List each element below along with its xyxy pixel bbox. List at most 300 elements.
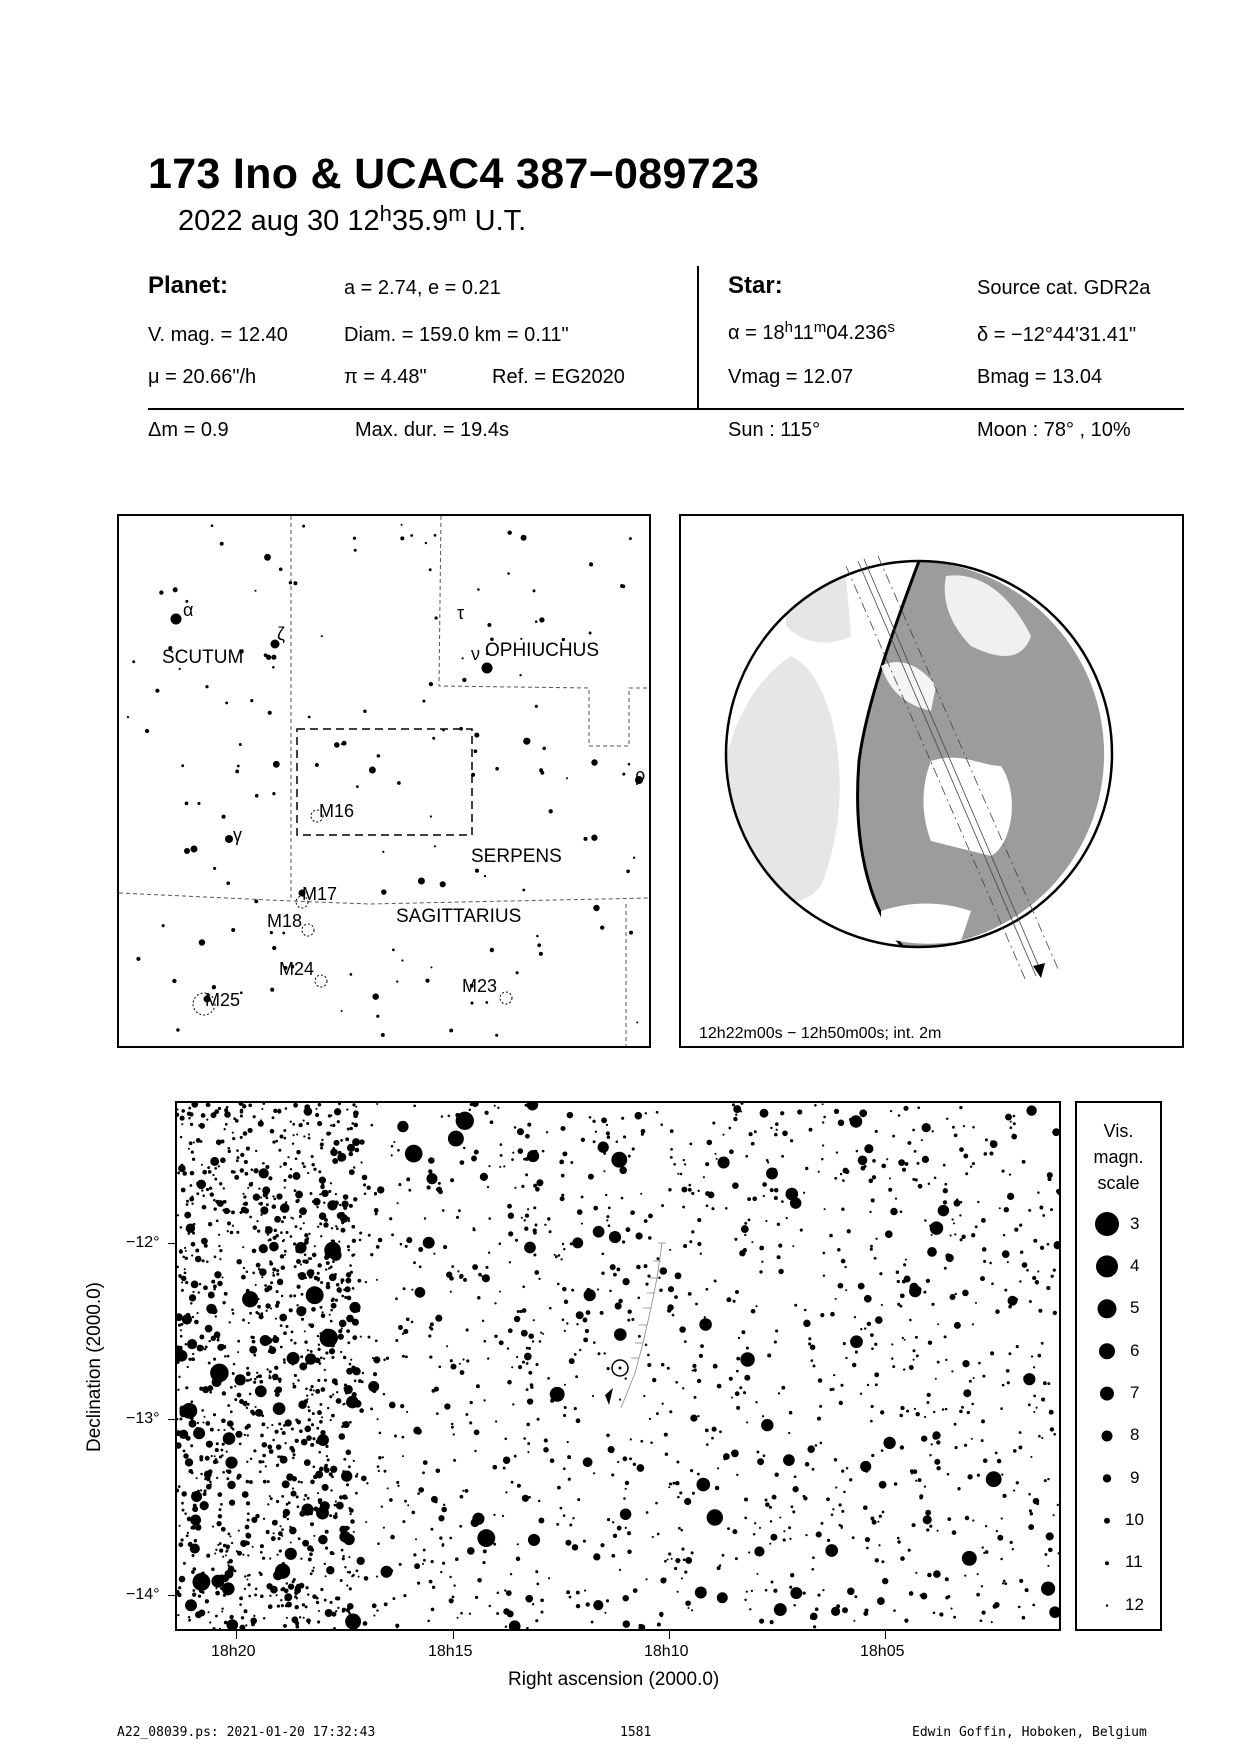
field-star <box>283 1361 286 1364</box>
field-star <box>449 1598 454 1603</box>
field-star <box>918 1184 923 1189</box>
field-star <box>725 1207 728 1210</box>
field-star <box>636 1265 641 1270</box>
field-star <box>216 1477 218 1479</box>
field-star <box>500 1143 503 1146</box>
field-star <box>319 1193 321 1195</box>
field-star <box>331 1612 336 1617</box>
field-star <box>218 1245 220 1247</box>
field-star <box>808 1342 811 1345</box>
field-star <box>187 1339 197 1349</box>
field-star <box>254 1354 256 1356</box>
field-star <box>307 1349 309 1351</box>
field-star <box>252 1249 257 1254</box>
field-star <box>268 1176 272 1180</box>
field-star <box>629 1457 632 1460</box>
field-star <box>290 1353 294 1357</box>
legend-magnitude-dot <box>1105 1561 1109 1565</box>
field-star <box>1046 1532 1054 1540</box>
field-star <box>411 1511 415 1515</box>
field-star <box>869 1179 874 1184</box>
field-star <box>683 1159 685 1161</box>
field-star <box>354 1379 357 1382</box>
finder-star <box>425 979 429 983</box>
field-star <box>202 1205 207 1210</box>
field-star <box>458 1209 461 1212</box>
field-star <box>367 1186 371 1190</box>
field-star <box>187 1366 189 1368</box>
field-star <box>622 1595 628 1601</box>
field-star <box>257 1305 261 1309</box>
field-star <box>352 1239 356 1243</box>
field-star <box>535 1224 538 1227</box>
field-star <box>280 1324 283 1327</box>
field-star <box>258 1188 260 1190</box>
field-star <box>671 1558 673 1560</box>
field-star <box>909 1285 921 1297</box>
field-star <box>290 1235 293 1238</box>
field-star <box>755 1401 757 1403</box>
field-star <box>365 1521 367 1523</box>
field-star <box>484 1111 488 1115</box>
field-star <box>475 1596 478 1599</box>
field-star <box>565 1540 571 1546</box>
field-star <box>794 1304 797 1307</box>
planet-heading: Planet: <box>148 272 229 299</box>
field-star <box>477 1529 495 1547</box>
field-star <box>220 1503 223 1506</box>
field-star <box>442 1543 445 1546</box>
field-star <box>266 1530 270 1534</box>
field-star <box>870 1245 873 1248</box>
field-star <box>705 1162 709 1166</box>
field-star <box>439 1536 442 1539</box>
field-star <box>609 1290 612 1293</box>
field-star <box>1038 1309 1042 1313</box>
field-star <box>206 1188 209 1191</box>
field-star <box>744 1599 746 1601</box>
field-star <box>220 1139 224 1143</box>
field-star <box>770 1534 777 1541</box>
field-star <box>239 1443 242 1446</box>
field-star <box>274 1216 281 1223</box>
field-star <box>690 1414 697 1421</box>
field-star <box>302 1307 307 1312</box>
field-star <box>296 1584 301 1589</box>
field-star <box>246 1424 251 1429</box>
field-star <box>781 1386 785 1390</box>
field-star <box>181 1109 185 1113</box>
finder-star <box>430 815 432 817</box>
field-star <box>680 1173 683 1176</box>
field-star <box>247 1554 249 1556</box>
field-star <box>867 1322 871 1326</box>
field-star <box>982 1375 985 1378</box>
field-star <box>505 1491 507 1493</box>
field-star <box>875 1383 878 1386</box>
field-star <box>648 1213 653 1218</box>
field-star <box>606 1433 610 1437</box>
finder-star <box>432 737 435 740</box>
field-star <box>352 1319 359 1326</box>
field-star <box>199 1335 204 1340</box>
field-star <box>692 1370 694 1372</box>
field-star <box>389 1498 393 1502</box>
field-star <box>317 1277 320 1280</box>
field-star <box>952 1126 955 1129</box>
field-star <box>562 1287 567 1292</box>
field-star <box>360 1336 362 1338</box>
field-star <box>179 1409 183 1413</box>
field-star <box>1048 1548 1053 1553</box>
field-star <box>912 1349 915 1352</box>
field-star <box>254 1378 256 1380</box>
field-star <box>331 1414 335 1418</box>
field-star <box>695 1303 698 1306</box>
field-star <box>967 1411 970 1414</box>
field-star <box>265 1465 267 1467</box>
finder-star <box>308 716 311 719</box>
finder-star <box>159 590 163 594</box>
field-star <box>242 1193 244 1195</box>
field-star <box>234 1385 236 1387</box>
field-star <box>347 1127 350 1130</box>
field-star <box>246 1371 251 1376</box>
finder-star <box>264 653 268 657</box>
finder-star <box>239 743 242 746</box>
field-star <box>527 1103 539 1110</box>
field-star <box>1036 1407 1038 1409</box>
field-star <box>890 1110 892 1112</box>
field-star <box>380 1566 392 1578</box>
field-star <box>537 1418 540 1421</box>
finder-star <box>293 581 297 585</box>
field-star <box>889 1177 891 1179</box>
field-star <box>619 1167 627 1175</box>
legend-mag-11: 11 <box>1125 1552 1143 1571</box>
x-tick-18h05: 18h05 <box>860 1643 905 1660</box>
field-star <box>747 1197 751 1201</box>
field-star <box>304 1459 311 1466</box>
field-star <box>248 1322 250 1324</box>
field-star <box>985 1138 988 1141</box>
finder-star <box>442 729 445 732</box>
field-star <box>903 1263 906 1266</box>
field-star <box>800 1229 803 1232</box>
field-star <box>777 1223 780 1226</box>
field-star <box>282 1480 290 1488</box>
field-star <box>1049 1606 1059 1618</box>
field-star <box>563 1248 566 1251</box>
field-star <box>205 1456 210 1461</box>
field-star <box>330 1419 332 1421</box>
field-star <box>253 1449 256 1452</box>
field-star <box>319 1332 322 1335</box>
field-star <box>983 1260 986 1263</box>
field-star <box>216 1521 221 1526</box>
field-star <box>381 1190 383 1192</box>
field-star <box>283 1216 286 1219</box>
field-star <box>185 1458 193 1466</box>
field-star <box>333 1627 336 1629</box>
field-star <box>303 1165 306 1168</box>
x-tick-18h10: 18h10 <box>644 1643 689 1660</box>
field-star <box>311 1163 314 1166</box>
field-star <box>182 1256 185 1259</box>
field-star <box>650 1441 653 1444</box>
field-star <box>191 1570 195 1574</box>
finder-star <box>272 946 276 950</box>
field-star <box>282 1240 285 1243</box>
field-star <box>178 1376 180 1378</box>
field-star <box>536 1583 539 1586</box>
field-star <box>223 1429 225 1431</box>
field-star <box>465 1413 468 1416</box>
field-star <box>712 1121 715 1124</box>
field-star <box>870 1420 873 1423</box>
field-star <box>191 1151 194 1154</box>
field-star <box>1037 1191 1040 1194</box>
field-star <box>312 1253 317 1258</box>
constellation-sagittarius: SAGITTARIUS <box>396 906 522 927</box>
field-star <box>521 1330 528 1337</box>
field-star <box>722 1554 725 1557</box>
field-star <box>405 1245 408 1248</box>
field-star <box>307 1497 310 1500</box>
field-star <box>944 1267 947 1270</box>
field-star <box>505 1625 507 1627</box>
field-star <box>864 1295 872 1303</box>
field-star <box>558 1254 561 1257</box>
field-star <box>267 1427 269 1429</box>
field-star <box>714 1153 716 1155</box>
field-star <box>717 1592 728 1603</box>
field-star <box>272 1274 275 1277</box>
field-star <box>286 1601 292 1607</box>
finder-star <box>334 742 340 748</box>
field-star <box>496 1612 499 1615</box>
field-star <box>945 1408 948 1411</box>
field-star <box>713 1364 718 1369</box>
field-star <box>971 1403 974 1406</box>
field-star <box>504 1589 506 1591</box>
field-star <box>266 1203 269 1206</box>
finder-star <box>434 534 437 537</box>
field-star <box>665 1453 668 1456</box>
finder-star <box>254 590 256 592</box>
field-star <box>192 1589 195 1592</box>
field-star <box>560 1196 565 1201</box>
field-star <box>845 1357 847 1359</box>
field-star <box>384 1470 387 1473</box>
field-star <box>214 1455 216 1457</box>
field-star <box>625 1377 627 1379</box>
field-star <box>308 1137 311 1140</box>
field-star <box>300 1558 302 1560</box>
field-star <box>260 1434 264 1438</box>
field-star <box>945 1253 950 1258</box>
field-star <box>495 1420 497 1422</box>
field-star <box>180 1329 182 1331</box>
field-star <box>660 1123 663 1126</box>
field-star <box>542 1150 545 1153</box>
field-star <box>832 1508 834 1510</box>
field-star <box>527 1123 531 1127</box>
field-star <box>678 1527 681 1530</box>
field-star <box>333 1140 339 1146</box>
target-star-center <box>619 1367 622 1370</box>
field-star <box>767 1161 769 1163</box>
field-star <box>448 1131 464 1147</box>
constellation-scutum: SCUTUM <box>162 647 244 668</box>
field-star <box>352 1619 359 1626</box>
field-star <box>282 1431 286 1435</box>
field-star <box>285 1419 292 1426</box>
field-star <box>355 1475 358 1478</box>
field-star <box>310 1192 313 1195</box>
field-star <box>298 1123 302 1127</box>
field-star <box>829 1234 833 1238</box>
field-star <box>467 1547 475 1555</box>
field-star <box>341 1221 344 1224</box>
field-star <box>670 1148 673 1151</box>
field-star <box>905 1259 907 1261</box>
field-star <box>280 1428 282 1430</box>
field-star <box>354 1371 358 1375</box>
finder-star <box>341 1010 343 1012</box>
field-star <box>262 1442 267 1447</box>
field-star <box>627 1531 631 1535</box>
field-star <box>296 1420 301 1425</box>
field-star <box>386 1357 389 1360</box>
object-label-m18: M18 <box>267 911 303 931</box>
field-star <box>817 1594 820 1597</box>
field-star <box>664 1560 667 1563</box>
field-star <box>200 1473 203 1476</box>
field-star <box>682 1387 684 1389</box>
field-star <box>318 1348 321 1351</box>
field-star <box>774 1133 778 1137</box>
field-star <box>313 1389 315 1391</box>
field-star <box>330 1466 337 1473</box>
field-star <box>572 1237 583 1248</box>
field-star <box>733 1300 736 1303</box>
field-star <box>776 1129 778 1131</box>
field-star <box>436 1412 439 1415</box>
field-star <box>647 1354 650 1357</box>
field-star <box>503 1456 510 1463</box>
field-star <box>179 1525 181 1527</box>
field-star <box>524 1353 532 1361</box>
finder-star <box>470 1002 473 1005</box>
field-star <box>202 1591 205 1594</box>
field-star <box>286 1594 288 1596</box>
field-star <box>183 1562 186 1565</box>
field-star <box>202 1421 204 1423</box>
field-star <box>766 1159 769 1162</box>
finder-bright-star <box>482 663 493 674</box>
field-star <box>869 1211 871 1213</box>
finder-star <box>185 802 189 806</box>
finder-star <box>279 568 283 572</box>
field-star <box>877 1521 879 1523</box>
field-star <box>820 1442 823 1445</box>
field-star <box>318 1170 321 1173</box>
field-star <box>336 1338 338 1340</box>
field-star <box>562 1318 565 1321</box>
field-star <box>340 1212 345 1217</box>
field-star <box>470 1103 473 1106</box>
field-star <box>783 1538 786 1541</box>
field-star <box>770 1188 774 1192</box>
field-star <box>185 1343 188 1346</box>
finder-star <box>591 759 597 765</box>
field-star <box>306 1362 309 1365</box>
field-star <box>707 1509 723 1525</box>
field-star <box>276 1301 280 1305</box>
field-star <box>223 1187 225 1189</box>
field-star <box>319 1420 323 1424</box>
field-star <box>883 1437 895 1449</box>
field-star <box>695 1587 707 1599</box>
field-star <box>266 1368 268 1370</box>
field-star <box>975 1302 977 1304</box>
field-star <box>422 1471 425 1474</box>
field-star <box>672 1314 675 1317</box>
field-star <box>258 1268 261 1271</box>
field-star <box>398 1325 403 1330</box>
field-star <box>526 1423 530 1427</box>
field-star <box>864 1608 868 1612</box>
field-star <box>719 1564 722 1567</box>
field-star <box>522 1361 525 1364</box>
field-star <box>178 1165 186 1173</box>
field-star <box>583 1540 586 1543</box>
field-star <box>230 1231 234 1235</box>
field-star <box>644 1264 648 1268</box>
field-star <box>625 1481 629 1485</box>
field-star <box>667 1304 673 1310</box>
field-star <box>480 1173 488 1181</box>
field-star <box>788 1458 792 1462</box>
field-star <box>606 1219 608 1221</box>
field-star <box>368 1336 371 1339</box>
field-star <box>456 1216 459 1219</box>
field-star <box>303 1135 305 1137</box>
field-star <box>638 1335 641 1338</box>
field-star <box>875 1238 877 1240</box>
field-star <box>253 1115 256 1118</box>
field-star <box>234 1398 237 1401</box>
field-star <box>217 1544 219 1546</box>
field-star <box>443 1504 445 1506</box>
field-star <box>774 1340 777 1343</box>
field-star <box>415 1287 426 1298</box>
field-star <box>276 1464 279 1467</box>
field-star <box>292 1580 295 1583</box>
field-star <box>697 1415 699 1417</box>
field-star <box>922 1123 931 1132</box>
field-star <box>203 1416 205 1418</box>
field-star <box>442 1562 445 1565</box>
field-star <box>450 1359 453 1362</box>
field-star <box>207 1386 212 1391</box>
field-star <box>631 1318 634 1321</box>
field-star <box>522 1285 525 1288</box>
field-star <box>272 1204 277 1209</box>
field-star <box>349 1513 351 1515</box>
field-star <box>523 1437 526 1440</box>
